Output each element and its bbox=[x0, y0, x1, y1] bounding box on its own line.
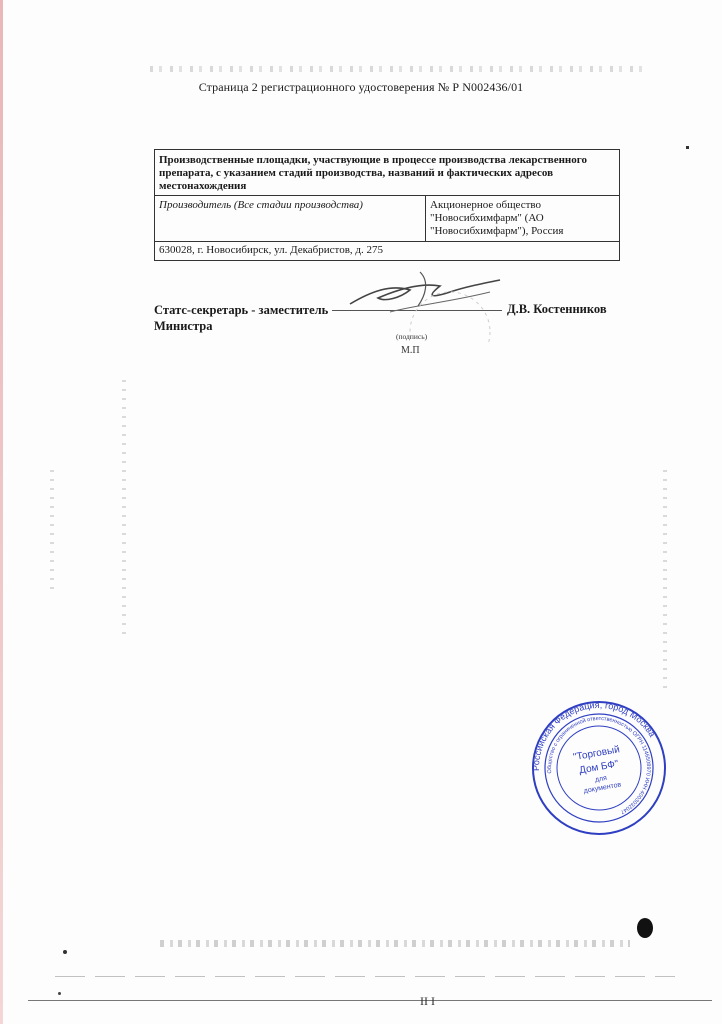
footer-mark: II I bbox=[420, 994, 435, 1008]
scan-dashed-line bbox=[55, 976, 675, 977]
scan-noise-right bbox=[663, 470, 667, 690]
seal-center-line-4: документов bbox=[583, 781, 622, 795]
seal-outer-text: Российская Федерация, город Москва bbox=[530, 700, 658, 771]
manufacturer-address-cell: 630028, г. Новосибирск, ул. Декабристов, д. 275 bbox=[155, 242, 620, 261]
page-title: Страница 2 регистрационного удостоверения № Р N002436/01 bbox=[198, 80, 524, 94]
scan-noise-bottom bbox=[160, 940, 630, 947]
signatory-position: Статс-секретарь - заместитель Министра bbox=[154, 303, 329, 333]
scan-noise-left bbox=[50, 470, 54, 590]
scan-noise-left2 bbox=[122, 380, 126, 640]
table-row bbox=[155, 242, 620, 261]
scan-edge bbox=[0, 0, 3, 1024]
manufacturer-company-cell: Акционерное общество "Новосибхимфарм" (АО "Новосибхимфарм"), Россия bbox=[426, 196, 620, 242]
seal-center-line-1: "Торговый bbox=[572, 744, 621, 764]
handwritten-signature bbox=[330, 262, 510, 342]
production-sites-table bbox=[154, 149, 620, 261]
table-header-row bbox=[155, 150, 620, 196]
scan-blot bbox=[637, 918, 653, 938]
seal-center-line-3: для bbox=[594, 774, 608, 784]
manufacturer-role-cell: Производитель (Все стадии производства) bbox=[155, 196, 426, 242]
scan-noise-top bbox=[150, 66, 650, 72]
table-header-cell: Производственные площадки, участвующие в процессе производства лекарственного препарата, с указанием стадий производства, названий и фактических адресов местонахождения bbox=[155, 150, 620, 196]
scan-speck-2 bbox=[63, 950, 67, 954]
table-row bbox=[155, 196, 620, 242]
stamp-place-label: М.П bbox=[401, 345, 420, 356]
company-seal bbox=[529, 700, 669, 836]
page-bottom-rule bbox=[28, 1000, 712, 1001]
signature-caption: (подпись) bbox=[396, 332, 428, 341]
scan-speck bbox=[686, 146, 689, 149]
scan-speck-3 bbox=[58, 992, 61, 995]
seal-inner-text: Общество с ограниченной ответственностью ОГРН 1146508970 ИНН 4003032047 bbox=[546, 715, 652, 815]
seal-center-line-2: Дом БФ" bbox=[578, 758, 620, 777]
signatory-name: Д.В. Костенников bbox=[507, 302, 607, 316]
